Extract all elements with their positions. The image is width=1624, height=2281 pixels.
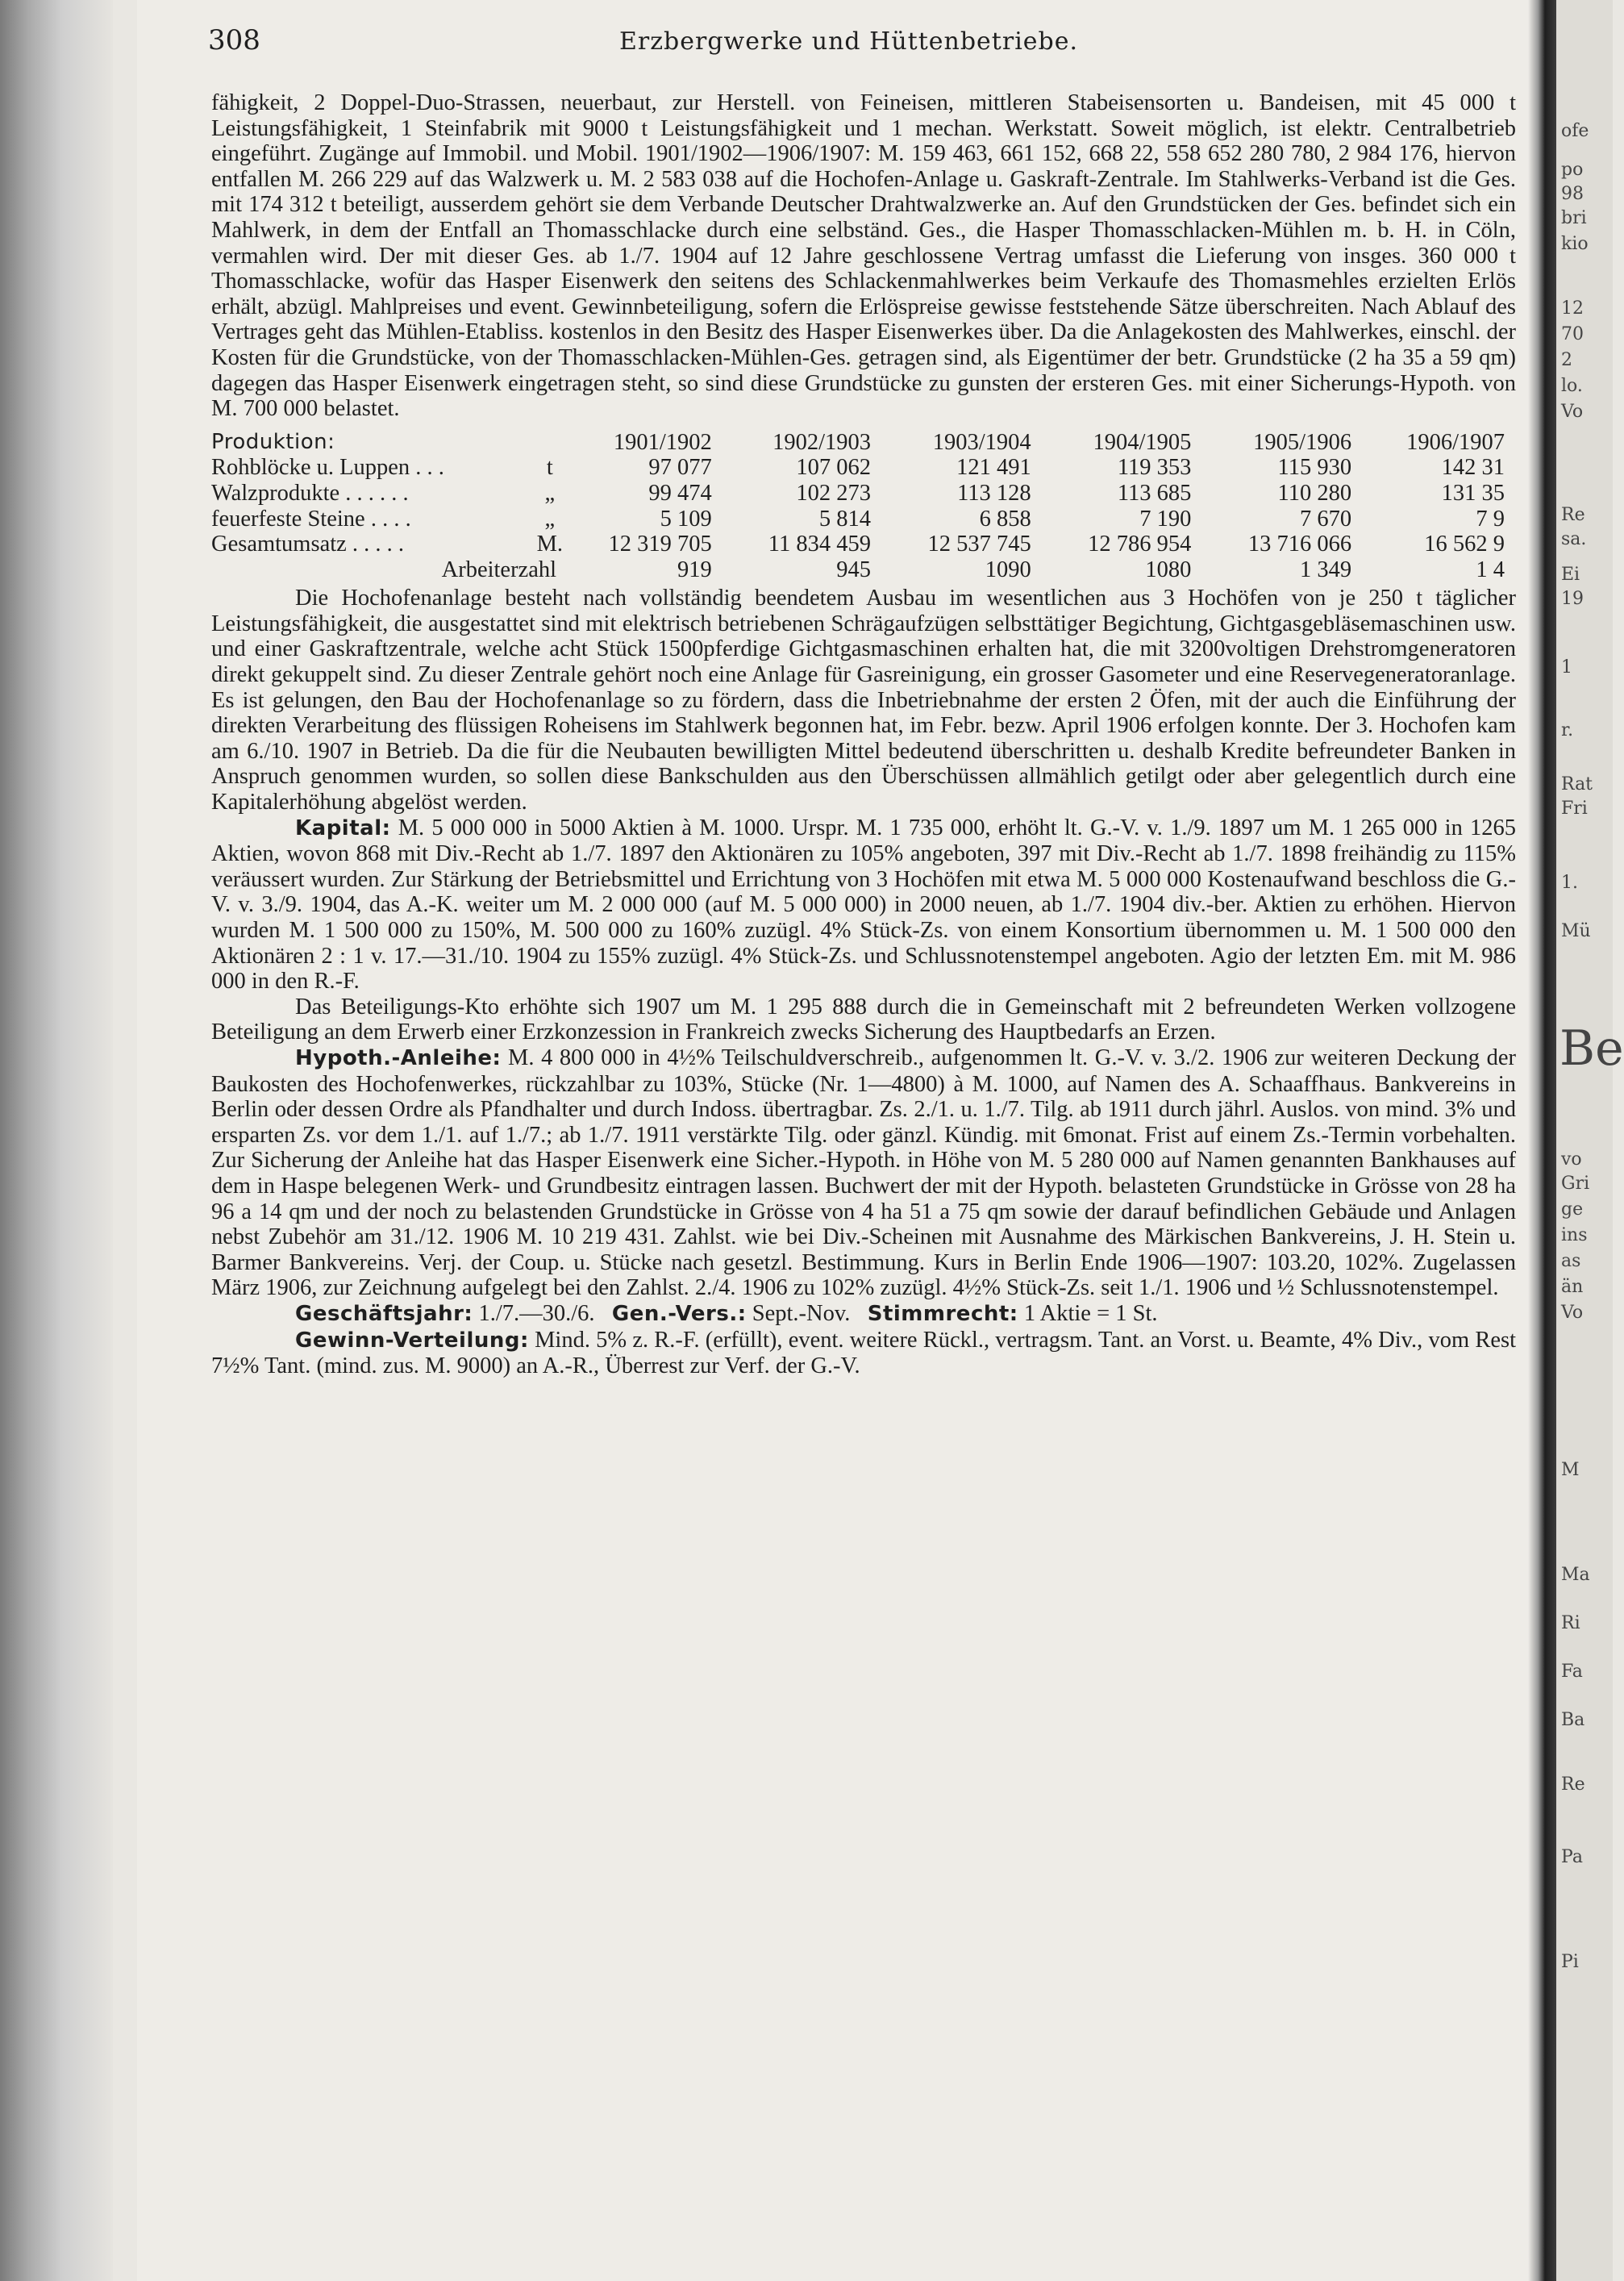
- table-row: [211, 532, 1516, 557]
- row-label: Rohblöcke u. Luppen . . .: [211, 455, 444, 481]
- table-cell: 945: [836, 557, 871, 582]
- year-header: 1906/1907: [1406, 429, 1505, 455]
- facing-page-fragment: än: [1561, 1277, 1584, 1297]
- table-cell: 13 716 066: [1247, 532, 1352, 557]
- workers-label: Arbeiterzahl: [441, 557, 557, 582]
- table-cell: 7 9: [1476, 506, 1505, 532]
- table-cell: 7 190: [1139, 506, 1192, 532]
- hochofen-paragraph: Die Hochofenanlage besteht nach vollständig beendetem Ausbau im wesentlichen aus 3 Hochöfen von je 250 t täglicher Leistungsfähigkeit, die ausgestattet sind mit elektrisch betriebenen Schrägaufzügen selbsttätiger Begichtung, Gichtgasgebläsemaschinen usw. und einer Gaskraftzentrale, welche acht Stück 1500pferdige Gichtgasmaschinen erhalten hat, die mit 3200voltigen Drehstromgeneratoren direkt gekuppelt sind. Zu dieser Zentrale gehört noch eine Anlage für Gasreinigung, ein grosser Gasometer und eine Reservegeneratoranlage. Es ist gelungen, den Bau der Hochofenanlage so zu fördern, dass die Inbetriebnahme der ersten 2 Öfen, mit der auch die Einführung der direkten Verarbeitung des flüssigen Roheisens im Stahlwerk begonnen hat, im Febr. bezw. April 1906 erfolgen konnte. Der 3. Hochofen kam am 6./10. 1907 in Betrieb. Da die für die Neubauten bewilligten Mittel bedeutend überschritten u. deshalb Kredite befreundeter Banken in Anspruch genommen wurden, so sollen diese Bankschulden aus den Überschüssen allmählich getilgt oder aber gelegentlich durch eine Kapitalerhöhung abgelöst werden.: [211, 586, 1516, 815]
- table-cell: 102 273: [796, 480, 871, 506]
- facing-page-fragment: lo.: [1561, 376, 1583, 396]
- facing-page-fragment: M: [1561, 1460, 1580, 1480]
- gewinn-text: Mind. 5% z. R.-F. (erfüllt), event. weitere Rückl., vertragsm. Tant. an Vorst. u. Beamte, 4% Div., vom Rest 7½% Tant. (mind. zus. M. 9000) an A.-R., Überrest zur Verf. der G.-V.: [211, 1327, 1517, 1379]
- stimmrecht-value: 1 Aktie = 1 St.: [1023, 1300, 1158, 1326]
- geschaeftsjahr-line: [211, 1301, 1516, 1328]
- facing-page-fragment: ge: [1561, 1199, 1584, 1220]
- year-header: 1902/1903: [772, 429, 871, 455]
- row-unit: t: [546, 455, 553, 481]
- facing-page-fragment: 98: [1561, 184, 1584, 204]
- table-cell: 113 685: [1117, 480, 1192, 506]
- row-label: feuerfeste Steine . . . .: [211, 506, 411, 532]
- table-cell: 115 930: [1277, 455, 1352, 481]
- stimmrecht-label: Stimmrecht:: [867, 1301, 1018, 1326]
- facing-page-fragment: Ba: [1561, 1710, 1585, 1730]
- table-cell: 5 814: [818, 506, 871, 532]
- table-cell: 131 35: [1441, 480, 1505, 506]
- year-header: 1904/1905: [1093, 429, 1192, 455]
- year-header: 1905/1906: [1253, 429, 1352, 455]
- facing-page-fragment: ins: [1561, 1225, 1588, 1245]
- table-cell: 121 491: [956, 455, 1031, 481]
- production-header-row: [211, 430, 1516, 456]
- facing-page-fragment: vo: [1561, 1149, 1582, 1170]
- facing-page-fragment: Rat: [1561, 774, 1593, 794]
- table-row: [211, 481, 1516, 507]
- gewinn-label: Gewinn-Verteilung:: [295, 1328, 529, 1353]
- row-unit: „: [544, 506, 556, 532]
- table-cell: 1080: [1145, 557, 1192, 582]
- facing-page-fragment: Re: [1561, 505, 1585, 525]
- facing-page-fragment: Be: [1559, 1020, 1624, 1077]
- table-cell: 113 128: [957, 480, 1031, 506]
- anleihe-text: M. 4 800 000 in 4½% Teilschuldverschreib., aufgenommen lt. G.-V. v. 3./2. 1906 zur weiteren Deckung der Baukosten des Hochofenwerkes, rückzahlbar zu 103%, Stücke (Nr. 1—4800) à M. 1000, auf Namen des A. Schaaffhaus. Bankvereins in Berlin oder dessen Ordre als Pfandhalter und durch Indoss. übertragbar. Zs. 2./1. u. 1./7. Tilg. ab 1911 durch jährl. Auslos. von mind. 3% und ersparten Zs. vor dem 1./1. auf 1./7.; ab 1./7. 1911 verstärkte Tilg. oder gänzl. Kündig. mit 6monat. Frist auf einem Zs.-Termin vorbehalten. Zur Sicherung der Anleihe hat das Hasper Eisenwerk eine Sicher.-Hypoth. in Höhe von M. 5 280 000 auf Namen genannten Bankhauses auf dem in Haspe belegenen Werk- und Grundbesitz eintragen lassen. Buchwert der mit der Hypoth. belasteten Grundstücke in Grösse von 28 ha 96 a 14 qm und der noch zu belastenden Grundstücke in Grösse von 4 ha 51 a 75 qm sowie der darauf befindlichen Gebäude und Anlagen nebst Zubehör am 31./12. 1906 M. 10 219 431. Zahlst. wie bei Div.-Scheinen mit Ausnahme des Märkischen Bankvereins, J. H. Stein u. Barmer Bankvereins. Verj. der Coup. u. Stücke nach gesetzl. Bestimmung. Kurs in Berlin Ende 1906—1907: 103.20, 102%. Zugelassen März 1906, zur Zeichnung aufgelegt bei den Zahlst. 2./4. 1906 zu 102% zuzügl. 4½% Stück-Zs. seit 1./1. 1906 und ½ Schlussnotenstempel.: [211, 1045, 1517, 1301]
- workers-row: [211, 557, 1516, 583]
- facing-page-fragment: Pi: [1561, 1952, 1579, 1972]
- table-cell: 1 4: [1476, 557, 1505, 582]
- facing-page-fragment: Mü: [1561, 921, 1591, 941]
- facing-page-fragment: 1: [1561, 657, 1572, 678]
- kapital-text: M. 5 000 000 in 5000 Aktien à M. 1000. Urspr. M. 1 735 000, erhöht lt. G.-V. v. 1./9. 1897 um M. 1 265 000 in 1265 Aktien, wovon 868 mit Div.-Recht ab 1./7. 1897 den Aktionären zu 105% angeboten, 397 mit Div.-Recht ab 1./7. 1898 freihändig zu 115% veräussert wurden. Zur Stärkung der Betriebsmittel und Errichtung von 3 Hochöfen mit etwa M. 5 000 000 Kostenaufwand beschloss die G.-V. v. 3./9. 1904, das A.-K. weiter um M. 2 000 000 (auf M. 5 000 000) in 2000 neuen, ab 1./7. 1904 div.-ber. Aktien zu erhöhen. Hiervon wurden M. 1 500 000 zu 150%, M. 500 000 zu 160% zuzügl. 4% Stück-Zs. von einem Konsortium übernommen u. M. 1 500 000 den Aktionären 2 : 1 v. 17.—31./10. 1904 zu 155% zuzügl. 4% Stück-Zs. und Schlussnotenstempel angeboten. Agio der letzten Em. mit M. 986 000 in den R.-F.: [211, 815, 1516, 995]
- facing-page-fragment: 2: [1561, 350, 1572, 370]
- table-row: [211, 507, 1516, 532]
- year-header: 1903/1904: [932, 429, 1031, 455]
- row-label: Walzprodukte . . . . . .: [211, 480, 409, 506]
- facing-page-fragment: Fa: [1561, 1662, 1583, 1682]
- table-cell: 7 670: [1299, 506, 1352, 532]
- kapital-label: Kapital:: [295, 815, 391, 840]
- facing-page-fragment: as: [1561, 1251, 1581, 1271]
- gen-vers-label: Gen.-Vers.:: [611, 1301, 747, 1326]
- production-title: Produktion:: [211, 429, 335, 454]
- facing-page-fragment: bri: [1561, 208, 1587, 228]
- book-gutter: [1528, 0, 1556, 2281]
- facing-page-fragment: r.: [1561, 720, 1574, 740]
- intro-paragraph: fähigkeit, 2 Doppel-Duo-Strassen, neuerbaut, zur Herstell. von Feineisen, mittleren Stabeisensorten u. Bandeisen, mit 45 000 t Leistungsfähigkeit, 1 Steinfabrik mit 9000 t Leistungsfähigkeit und 1 mechan. Werkstatt. Soweit möglich, ist elektr. Centralbetrieb eingeführt. Zugänge auf Immobil. und Mobil. 1901/1902—1906/1907: M. 159 463, 661 152, 668 22, 558 652 280 780, 2 984 176, hiervon entfallen M. 266 229 auf das Walzwerk u. M. 2 583 038 auf die Hochofen-Anlage u. Gaskraft-Zentrale. Im Stahlwerks-Verband ist die Ges. mit 174 312 t beteiligt, ausserdem gehört sie dem Verbande Deutscher Drahtwalzwerke an. Auf den Grundstücken der Ges. befindet sich ein Mahlwerk, in dem der Entfall an Thomasschlacke durch eine selbständ. Ges., die Hasper Thomasschlacken-Mühlen m. b. H. in Cöln, vermahlen wird. Der mit dieser Ges. ab 1./7. 1904 auf 12 Jahre geschlossene Vertrag umfasst die Lieferung von insges. 360 000 t Thomasschlacke, wofür das Hasper Eisenwerk den seitens des Schlackenmahlwerkes beim Verkaufe des Thomasmehles erzielten Erlös erhält, abzügl. Mahlpreises und event. Gewinnbeteiligung, sofern die Erlöspreise gewisse feststehende Sätze überschreiten. Nach Ablauf des Vertrages geht das Mühlen-Etabliss. kostenlos in den Besitz des Hasper Eisenwerkes über. Da die Anlagekosten des Mahlwerkes, einschl. der Kosten für die Grundstücke, von der Thomasschlacken-Mühlen-Ges. getragen sind, als Eigentümer der betr. Grundstücke (2 ha 35 a 59 qm) dagegen das Hasper Eisenwerk eingetragen steht, so sind diese Grundstücke zu gunsten der ersteren Ges. mit einer Sicherungs-Hypoth. von M. 700 000 belastet.: [211, 90, 1516, 422]
- table-cell: 99 474: [648, 480, 712, 506]
- table-cell: 1 349: [1299, 557, 1352, 582]
- table-cell: 97 077: [648, 455, 712, 481]
- facing-page-fragment: Gri: [1561, 1174, 1590, 1194]
- running-title: Erzbergwerke und Hüttenbetriebe.: [619, 27, 1079, 56]
- row-label: Gesamtumsatz . . . . .: [211, 532, 405, 557]
- row-unit: „: [544, 480, 556, 506]
- facing-page-fragment: Vo: [1561, 402, 1584, 422]
- table-cell: 110 280: [1277, 480, 1352, 506]
- gewinn-paragraph: [211, 1328, 1516, 1379]
- production-table: [211, 430, 1516, 583]
- page-number: 308: [208, 24, 260, 56]
- table-cell: 12 537 745: [927, 532, 1031, 557]
- table-cell: 1090: [985, 557, 1031, 582]
- table-cell: 5 109: [660, 506, 712, 532]
- table-cell: 16 562 9: [1424, 532, 1505, 557]
- geschaeftsjahr-value: 1./7.—30./6.: [478, 1300, 595, 1326]
- year-header: 1901/1902: [613, 429, 712, 455]
- table-cell: 919: [677, 557, 712, 582]
- facing-page-fragment: 19: [1561, 589, 1584, 609]
- facing-page-fragment: Re: [1561, 1774, 1585, 1795]
- facing-page-fragment: Fri: [1561, 799, 1588, 819]
- geschaeftsjahr-label: Geschäftsjahr:: [295, 1301, 473, 1326]
- article-body: [211, 90, 1516, 1379]
- facing-page-fragment: ofe: [1561, 121, 1589, 141]
- row-unit: M.: [536, 532, 564, 557]
- table-cell: 12 319 705: [608, 532, 712, 557]
- beteiligung-paragraph: Das Beteiligungs-Kto erhöhte sich 1907 um M. 1 295 888 durch die in Gemeinschaft mit 2 befreundeten Werken vollzogene Beteiligung an dem Erwerb einer Erzkonzession in Frankreich zwecks Sicherung des Hauptbedarfs an Erzen.: [211, 994, 1516, 1045]
- table-cell: 142 31: [1441, 455, 1505, 481]
- facing-page-fragment: kio: [1561, 234, 1589, 254]
- table-cell: 12 786 954: [1088, 532, 1192, 557]
- facing-page-fragment: 12: [1561, 298, 1584, 319]
- table-cell: 107 062: [796, 455, 871, 481]
- facing-page-fragment: Ei: [1561, 565, 1580, 585]
- page-header: [208, 24, 1506, 56]
- table-cell: 11 834 459: [768, 532, 871, 557]
- anleihe-label: Hypoth.-Anleihe:: [295, 1045, 502, 1070]
- table-row: [211, 455, 1516, 481]
- facing-page-fragment: Ri: [1561, 1613, 1580, 1633]
- facing-page-fragment: 70: [1561, 324, 1584, 344]
- kapital-paragraph: [211, 815, 1516, 995]
- facing-page-fragment: Vo: [1561, 1303, 1584, 1323]
- facing-page-fragment: Ma: [1561, 1565, 1590, 1585]
- facing-page-fragment: Pa: [1561, 1847, 1583, 1867]
- left-page-margin: [0, 0, 113, 2281]
- facing-page-strip: [1556, 0, 1624, 2281]
- table-cell: 6 858: [979, 506, 1031, 532]
- gen-vers-value: Sept.-Nov.: [752, 1300, 851, 1326]
- anleihe-paragraph: [211, 1045, 1516, 1301]
- facing-page-fragment: po: [1561, 160, 1584, 180]
- facing-page-fragment: 1.: [1561, 873, 1578, 893]
- facing-page-fragment: sa.: [1561, 529, 1587, 549]
- table-cell: 119 353: [1117, 455, 1192, 481]
